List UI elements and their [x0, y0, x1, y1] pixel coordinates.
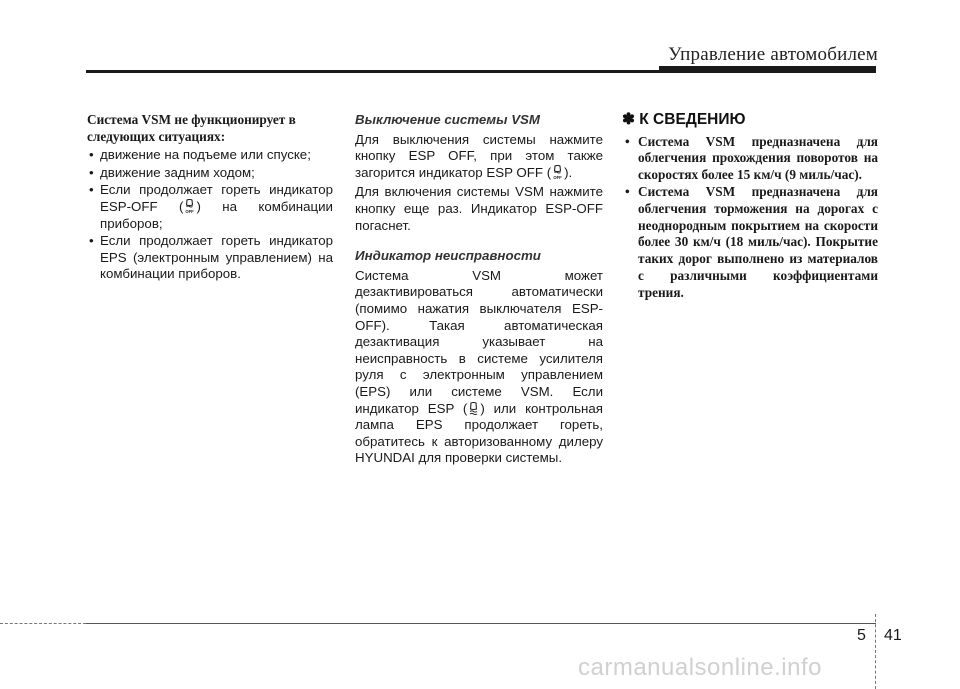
page-number-divider [875, 614, 877, 689]
header-rule [86, 70, 876, 73]
information-list [622, 134, 878, 302]
page-number: 41 [884, 627, 902, 644]
malfunction-paragraph: Система VSM может дезактивироваться автоматически (помимо нажатия выключателя ESP-OFF). Такая автоматическая дезактивация указывает на неисправность в системе усилителя руля с электронным управлением (EPS) или системе VSM. Если индикатор ESP ( ) или контрольная лампа EPS продолжает гореть, обратитесь к авторизованному дилеру HYUNDAI для проверки системы. [355, 267, 603, 466]
vsm-limitations-heading [87, 112, 333, 145]
malfunction-heading: Индикатор неисправности [355, 248, 541, 264]
information-title: ✽ К СВЕДЕНИЮ [622, 111, 746, 128]
footer-dashed-rule [0, 623, 86, 624]
esp-off-indicator-icon [183, 199, 196, 214]
column-vsm-limitations [87, 112, 333, 284]
vsm-off-heading: Выключение системы VSM [355, 112, 541, 127]
esp-off-indicator-icon [551, 165, 564, 180]
list-item: • движение задним ходом; [87, 165, 333, 182]
vsm-on-paragraph: Для включения системы VSM нажмите кнопку еще раз. Индикатор ESP-OFF погаснет. [355, 184, 603, 233]
svg-text:OFF: OFF [553, 174, 562, 180]
column-vsm-off [355, 112, 603, 467]
column-information [622, 112, 878, 302]
limitations-list [87, 147, 333, 283]
section-number: 5 [857, 627, 866, 644]
running-header-title: Управление автомобилем [668, 44, 878, 65]
heading-line-1: Система VSM не функционирует в [87, 112, 296, 127]
watermark-text: carmanualsonline.info [578, 654, 822, 681]
list-item: • движение на подъеме или спуске; [87, 147, 333, 164]
vsm-off-paragraph: Для выключения системы нажмите кнопку ESP OFF, при этом также загорится индикатор ESP OFF ( OFF ). [355, 131, 603, 180]
heading-line-2: следующих ситуациях: [87, 128, 226, 144]
list-item: • Если продолжает гореть индикатор EPS (электронным управлением) на комбинации приборов. [87, 233, 333, 283]
svg-text:OFF: OFF [185, 208, 195, 214]
list-item: • Система VSM предназначена для облегчения прохождения поворотов на скоростях более 15 км/ч (9 миль/час). [622, 134, 878, 184]
list-item: • Система VSM предназначена для облегчения торможения на дорогах с неоднородным покрытием на скорости более 30 км/ч (18 миль/час). Покрытие таких дорог выполнено из материалов с различными коэффициентами трения. [622, 184, 878, 302]
list-item: • Если продолжает гореть индикатор ESP-OFF ( OFF ) на комбинации приборов; [87, 182, 333, 232]
footer-rule [86, 623, 876, 624]
esp-indicator-icon [467, 401, 480, 416]
